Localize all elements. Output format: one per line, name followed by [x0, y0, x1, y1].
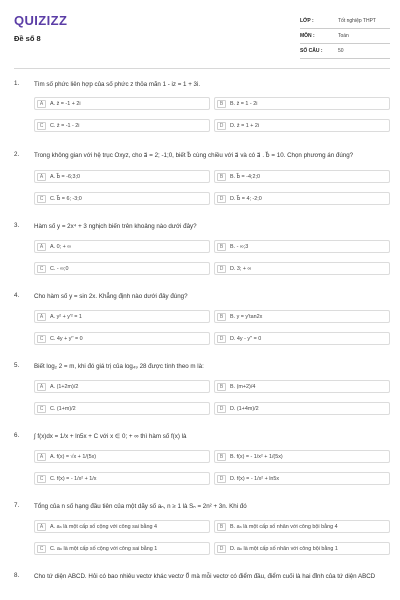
- option-letter: C: [37, 122, 46, 130]
- meta-value: Tốt nghiệp THPT: [338, 18, 376, 24]
- option-text: C. aₙ là một cấp số cộng với công sai bằng 1: [50, 546, 158, 552]
- option-text: D. 3; + ∞: [230, 266, 252, 272]
- meta-label: SỐ CÂU :: [300, 48, 323, 54]
- option-text: D. 4y - y'' = 0: [230, 336, 262, 342]
- page-title: Đề số 8: [14, 34, 41, 43]
- option-a[interactable]: [34, 97, 210, 110]
- question-number: 2.: [14, 151, 20, 158]
- option-text: D. (1+4m)/2: [230, 406, 259, 412]
- option-text: B. aₙ là một cấp số nhân với công bội bằng 4: [230, 524, 338, 530]
- option-letter: C: [37, 545, 46, 553]
- option-letter: D: [217, 405, 226, 413]
- option-letter: A: [37, 453, 46, 461]
- option-c[interactable]: [34, 472, 210, 485]
- option-text: C. z̄ = -1 - 2i: [50, 123, 80, 129]
- option-b[interactable]: [214, 240, 390, 253]
- option-letter: C: [37, 195, 46, 203]
- option-a[interactable]: [34, 170, 210, 183]
- option-b[interactable]: [214, 170, 390, 183]
- option-c[interactable]: [34, 542, 210, 555]
- option-text: C. 4y + y'' = 0: [50, 336, 83, 342]
- option-text: D. z̄ = 1 + 2i: [230, 123, 260, 129]
- question-text: Hàm số y = 2x⁴ + 3 nghịch biến trên khoảng nào dưới đây?: [34, 223, 197, 230]
- option-text: A. f(x) = √x + 1/(5x): [50, 454, 97, 460]
- option-d[interactable]: [214, 472, 390, 485]
- option-letter: A: [37, 173, 46, 181]
- option-text: C. f(x) = - 1/x² + 1/x: [50, 476, 97, 482]
- option-letter: B: [217, 243, 226, 251]
- quizizz-logo: QUIZIZZ: [14, 13, 68, 28]
- option-b[interactable]: [214, 97, 390, 110]
- meta-value: Toán: [338, 33, 349, 39]
- question-number: 8.: [14, 572, 20, 579]
- question-text: Cho hàm số y = sin 2x. Khẳng định nào dưới đây đúng?: [34, 293, 188, 300]
- question-number: 3.: [14, 222, 20, 229]
- option-letter: A: [37, 523, 46, 531]
- option-letter: B: [217, 383, 226, 391]
- option-text: C. b⃗ = 6; -3;0: [50, 196, 82, 202]
- meta-row-count: [300, 44, 390, 59]
- option-d[interactable]: [214, 542, 390, 555]
- option-text: D. f(x) = - 1/x² + ln5x: [230, 476, 280, 482]
- option-a[interactable]: [34, 450, 210, 463]
- option-letter: B: [217, 453, 226, 461]
- option-b[interactable]: [214, 520, 390, 533]
- question-text: Trong không gian với hệ trục Oxyz, cho a⃗ = 2; -1;0, biết b⃗ cùng chiều với a⃗ và có a⃗ . b⃗ = 10. Chọn phương án đúng?: [34, 152, 354, 159]
- option-text: B. b⃗ = -4;2;0: [230, 174, 260, 180]
- option-letter: B: [217, 173, 226, 181]
- header-divider: [14, 68, 390, 69]
- option-text: A. 0; + ∞: [50, 244, 72, 250]
- option-letter: C: [37, 265, 46, 273]
- option-d[interactable]: [214, 262, 390, 275]
- option-letter: D: [217, 195, 226, 203]
- option-c[interactable]: [34, 332, 210, 345]
- question-text: Cho tứ diện ABCD. Hỏi có bao nhiêu vectơ khác vectơ 0⃗ mà mỗi vectơ có điểm đầu, điểm cuối là hai đỉnh của tứ diện ABCD: [34, 573, 376, 580]
- option-text: A. b⃗ = -6;3;0: [50, 174, 80, 180]
- option-text: A. z̄ = -1 + 2i: [50, 101, 81, 107]
- option-a[interactable]: [34, 380, 210, 393]
- option-letter: D: [217, 122, 226, 130]
- question-text: Tổng của n số hạng đầu tiên của một dãy số aₙ, n ≥ 1 là Sₙ = 2n² + 3n. Khi đó: [34, 503, 247, 510]
- option-letter: A: [37, 313, 46, 321]
- option-text: B. - ∞;3: [230, 244, 249, 250]
- option-letter: C: [37, 475, 46, 483]
- option-d[interactable]: [214, 332, 390, 345]
- question-number: 7.: [14, 502, 20, 509]
- option-text: B. (m+2)/4: [230, 384, 256, 390]
- option-letter: D: [217, 335, 226, 343]
- option-letter: A: [37, 243, 46, 251]
- meta-label: LỚP :: [300, 18, 314, 24]
- option-a[interactable]: [34, 310, 210, 323]
- meta-table: [300, 14, 390, 59]
- question-number: 6.: [14, 432, 20, 439]
- option-letter: A: [37, 383, 46, 391]
- option-letter: C: [37, 335, 46, 343]
- question-text: ∫ f(x)dx = 1/x + ln5x + C với x ∈ 0; + ∞ thì hàm số f(x) là: [34, 433, 187, 440]
- meta-label: MÔN :: [300, 33, 315, 39]
- option-b[interactable]: [214, 380, 390, 393]
- option-letter: B: [217, 313, 226, 321]
- meta-row-subject: [300, 29, 390, 44]
- option-c[interactable]: [34, 262, 210, 275]
- meta-row-class: [300, 14, 390, 29]
- option-text: B. f(x) = - 1/x² + 1/(5x): [230, 454, 283, 460]
- option-c[interactable]: [34, 402, 210, 415]
- option-a[interactable]: [34, 520, 210, 533]
- option-text: B. y = y'tan2x: [230, 314, 263, 320]
- worksheet-header: [0, 0, 400, 68]
- option-text: A. (1+2m)/2: [50, 384, 79, 390]
- option-text: A. aₙ là một cấp số cộng với công sai bằng 4: [50, 524, 157, 530]
- option-c[interactable]: [34, 192, 210, 205]
- option-letter: D: [217, 475, 226, 483]
- option-b[interactable]: [214, 450, 390, 463]
- option-text: D. b⃗ = 4; -2;0: [230, 196, 262, 202]
- question-number: 1.: [14, 80, 20, 87]
- option-b[interactable]: [214, 310, 390, 323]
- option-letter: D: [217, 265, 226, 273]
- option-text: B. z̄ = 1 - 2i: [230, 101, 258, 107]
- question-number: 4.: [14, 292, 20, 299]
- option-text: C. - ∞;0: [50, 266, 69, 272]
- option-letter: D: [217, 545, 226, 553]
- option-c[interactable]: [34, 119, 210, 132]
- meta-value: 50: [338, 48, 344, 54]
- option-text: C. (1+m)/2: [50, 406, 76, 412]
- option-letter: B: [217, 523, 226, 531]
- option-d[interactable]: [214, 402, 390, 415]
- question-text: Biết log₂ 2 = m, khi đó giá trị của log₄₉ 28 được tính theo m là:: [34, 363, 204, 370]
- option-text: A. y² + y'² = 1: [50, 314, 82, 320]
- option-text: D. aₙ là một cấp số nhân với công bội bằng 1: [230, 546, 338, 552]
- question-text: Tìm số phức liên hợp của số phức z thỏa mãn 1 - iz = 1 + 3i.: [34, 81, 201, 88]
- option-letter: B: [217, 100, 226, 108]
- question-number: 5.: [14, 362, 20, 369]
- option-letter: C: [37, 405, 46, 413]
- option-d[interactable]: [214, 119, 390, 132]
- option-a[interactable]: [34, 240, 210, 253]
- option-d[interactable]: [214, 192, 390, 205]
- option-letter: A: [37, 100, 46, 108]
